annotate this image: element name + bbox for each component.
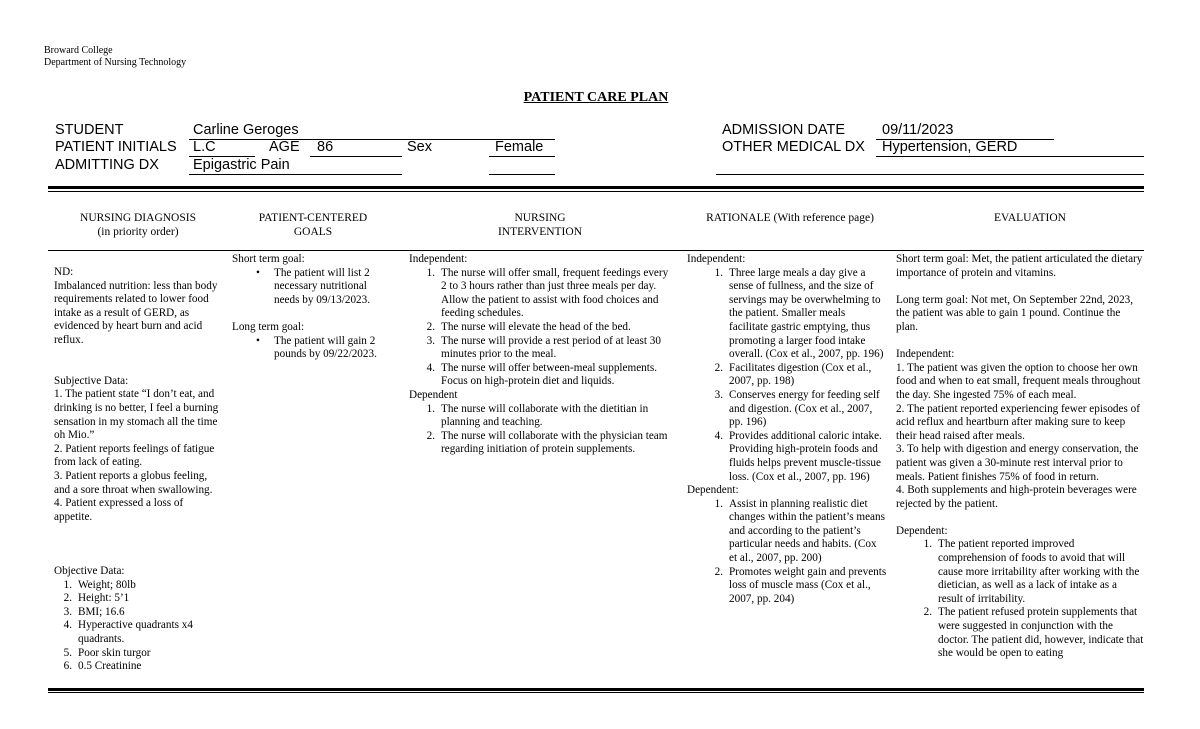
student-value: Carline Geroges — [193, 122, 299, 138]
evaluation-item: 2. The patient reported experiencing fewer episodes of acid reflux and heartburn after making sure to keep their head raised after meals. — [896, 402, 1140, 442]
top-divider — [48, 186, 1144, 189]
evaluation-column — [896, 253, 1144, 689]
student-label: STUDENT — [55, 122, 124, 138]
bottom-divider — [48, 688, 1144, 691]
nd-text: Imbalanced nutrition: less than body requirements related to lower food intake as a result of GERD, as evidenced by heart burn and acid reflux. — [54, 279, 218, 346]
age-label: AGE — [269, 139, 300, 155]
sex-value: Female — [495, 139, 544, 155]
objective-item: 2. Height: 5’1 — [63, 592, 130, 605]
subjective-item: 3. Patient reports a globus feeling, and a sore throat when swallowing. — [54, 469, 213, 496]
rationale-item: 3. Conserves energy for feeding self and digestion. (Cox et al., 2007, pp. 196) — [714, 388, 880, 429]
rationale-item: 2. Facilitates digestion (Cox et al., 2007, pp. 198) — [714, 361, 872, 388]
objective-item: 1. Weight; 80lb — [63, 578, 136, 591]
col-head-diagnosis: NURSING DIAGNOSIS (in priority order) — [80, 212, 196, 238]
rationale-item: 1. Assist in planning realistic diet changes within the patient’s means and according to the patient’s particular needs and habits. (Cox et al., 2007, pp. 200) — [714, 497, 885, 565]
evaluation-item: 1. The patient was given the option to choose her own food and when to eat small, frequent meals throughout the day. She ingested 75% of each meal. — [896, 361, 1141, 401]
age-value: 86 — [317, 139, 334, 155]
objective-label: Objective Data: — [54, 565, 125, 578]
initials-value: L.C — [193, 139, 216, 155]
col-head-evaluation: EVALUATION — [994, 212, 1066, 224]
long-goal-item: • The patient will gain 2 pounds by 09/22/2023. — [256, 334, 377, 361]
evaluation-long: Long term goal: Not met, On September 22nd, 2023, the patient was able to gain 1 pound. Continue the plan. — [896, 293, 1134, 333]
intervention-item: 4. The nurse will offer between-meal supplements. Focus on high-protein diet and liquids. — [426, 361, 658, 388]
short-goal-item: • The patient will list 2 necessary nutritional needs by 09/13/2023. — [256, 266, 371, 306]
admitting-dx-label: ADMITTING DX — [55, 157, 159, 173]
other-dx-label: OTHER MEDICAL DX — [722, 139, 865, 155]
rationale-independent-label: Independent: — [687, 253, 746, 265]
evaluation-dependent-item: 1. The patient reported improved comprehension of foods to avoid that will cause more irritability after working with the dietician, as well as a lack of intake as a result of irritability. — [923, 538, 1140, 605]
intervention-independent-label: Independent: — [409, 253, 468, 265]
header-divider — [48, 250, 1144, 251]
admitting-dx-value: Epigastric Pain — [193, 157, 290, 173]
intervention-column — [409, 253, 675, 457]
evaluation-item: 4. Both supplements and high-protein beverages were rejected by the patient. — [896, 484, 1137, 510]
evaluation-dependent-item: 2. The patient refused protein supplements that were suggested in conjunction with the doctor. The patient did, however, indicate that she would be open to eating — [923, 606, 1144, 660]
admission-date-value: 09/11/2023 — [882, 122, 954, 138]
rationale-item: 4. Provides additional caloric intake. Providing high-protein foods and fluids helps prevent muscle-tissue loss. (Cox et al., 2007, pp. 196) — [714, 429, 882, 483]
rationale-item: 2. Promotes weight gain and prevents loss of muscle mass (Cox et al., 2007, pp. 204) — [714, 565, 887, 605]
rationale-dependent-label: Dependent: — [687, 484, 739, 497]
sex-label: Sex — [407, 139, 432, 155]
subjective-item: 1. The patient state “I don’t eat, and drinking is no better, I feel a burning sensation in my stomach all the time oh Mio.” — [54, 388, 219, 442]
long-goal-label: Long term goal: — [232, 320, 305, 333]
college-name: Broward College — [44, 45, 113, 56]
page-title: PATIENT CARE PLAN — [523, 90, 669, 105]
objective-item: 3. BMI; 16.6 — [63, 605, 125, 618]
intervention-dependent-label: Dependent — [409, 388, 458, 401]
rationale-column — [687, 253, 887, 606]
col-head-intervention: NURSING INTERVENTION — [497, 212, 583, 238]
rationale-item: 1. Three large meals a day give a sense of fullness, and the size of servings may be overwhelming to the patient. Smaller meals facilitate gastric emptying, thus promoting a larger food intake overall. (Cox et al., 2007, pp. 196) — [714, 266, 884, 361]
initials-label: PATIENT INITIALS — [55, 139, 177, 155]
department-name: Department of Nursing Technology — [44, 57, 187, 68]
diagnosis-column — [54, 266, 224, 674]
evaluation-item: 3. To help with digestion and energy conservation, the patient was given a 30-minute rest interval prior to meals. Patient finishes 75% of food in return. — [896, 443, 1139, 483]
short-goal-label: Short term goal: — [232, 253, 305, 265]
objective-item: 5. Poor skin turgor — [63, 646, 151, 659]
objective-item: 4. Hyperactive quadrants x4 quadrants. — [63, 619, 193, 646]
goals-column — [232, 253, 394, 362]
objective-item: 6. 0.5 Creatinine — [63, 660, 142, 673]
subjective-item: 2. Patient reports feelings of fatigue from lack of eating. — [54, 442, 215, 469]
intervention-item: 2. The nurse will elevate the head of the bed. — [426, 320, 631, 333]
intervention-item: 3. The nurse will provide a rest period of at least 30 minutes prior to the meal. — [426, 334, 661, 361]
other-dx-value: Hypertension, GERD — [882, 139, 1018, 155]
subjective-item: 4. Patient expressed a loss of appetite. — [54, 497, 184, 523]
nd-label: ND: — [54, 266, 74, 278]
col-head-goals: PATIENT-CENTERED GOALS — [258, 212, 368, 238]
intervention-item: 1. The nurse will collaborate with the dietitian in planning and teaching. — [426, 402, 649, 429]
evaluation-short: Short term goal: Met, the patient articulated the dietary importance of protein and vitamins. — [896, 253, 1143, 279]
evaluation-dependent-label: Dependent: — [896, 524, 948, 537]
admission-date-label: ADMISSION DATE — [722, 122, 845, 138]
intervention-item: 2. The nurse will collaborate with the physician team regarding initiation of protein supplements. — [426, 429, 668, 456]
intervention-item: 1. The nurse will offer small, frequent feedings every 2 to 3 hours rather than just three meals per day. Allow the patient to assist with food choices and feeding schedules. — [426, 266, 669, 320]
col-head-rationale: RATIONALE (With reference page) — [706, 212, 874, 224]
evaluation-independent-label: Independent: — [896, 348, 955, 361]
subjective-label: Subjective Data: — [54, 374, 129, 387]
